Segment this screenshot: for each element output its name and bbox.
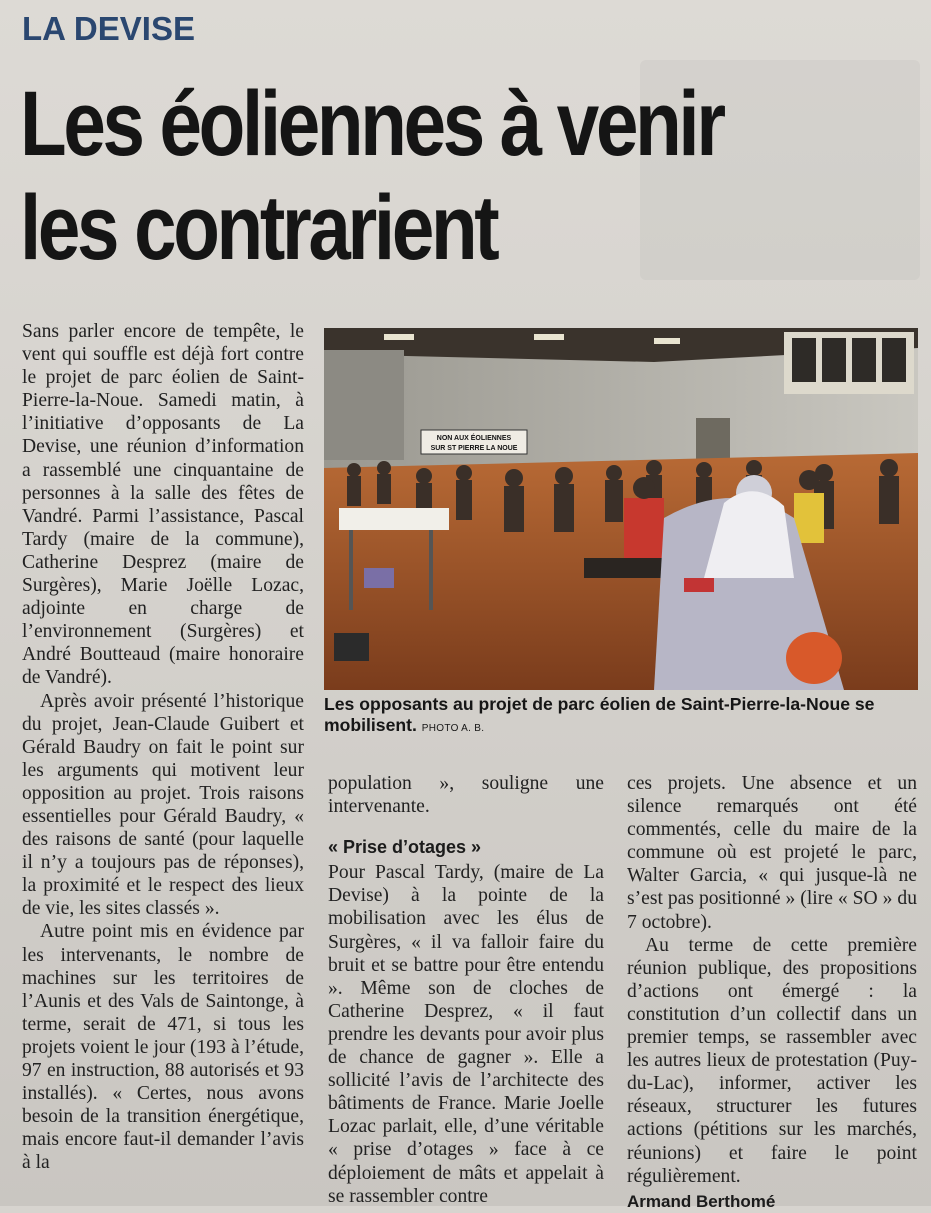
banner-text-2: SUR ST PIERRE LA NOUE bbox=[430, 445, 518, 452]
article-column-1 bbox=[22, 320, 304, 1174]
headline-line-1: Les éoliennes à venir bbox=[20, 73, 723, 175]
meeting-hall-illustration bbox=[324, 328, 918, 690]
banner-text-1: NON AUX ÉOLIENNES bbox=[436, 435, 512, 442]
paragraph: Autre point mis en évidence par les intervenants, le nombre de machines sur les territoires de l’Aunis et des Vals de Saintonge, à terme, serait de 471, si tous les projets voient le jour (193 à l’étude, 97 en instruction, 88 autorisés et 93 installés). « Certes, nous avons besoin de la transition énergétique, mais encore faut-il demander l’avis à la bbox=[22, 921, 304, 1174]
paragraph: ces projets. Une absence et un silence remarqués ont été commentés, celle du maire de la commune où est projeté le parc, Walter Garcia, « qui jusque-là ne s’est pas positionné » (lire « SO » du 7 octobre). bbox=[627, 773, 917, 933]
photo-credit: PHOTO A. B. bbox=[421, 723, 485, 734]
paragraph: Après avoir présenté l’historique du projet, Jean-Claude Guibert et Gérald Baudry on fait le point sur les arguments qui motivent leur opposition au projet. Trois raisons essentielles pour Gérald Baudry, « des raisons de santé (pour laquelle il n’y a toujours pas de réponses), la proximité et le respect des lieux de vie, les sites classés ». bbox=[22, 690, 304, 920]
headline bbox=[20, 72, 767, 280]
article-column-2 bbox=[328, 772, 604, 1208]
photo-caption bbox=[324, 694, 918, 739]
paragraph: population », souligne une intervenante. bbox=[328, 773, 604, 818]
section-label: LA DEVISE bbox=[22, 10, 195, 47]
article-column-3 bbox=[627, 772, 917, 1213]
headline-line-2: les contrarient bbox=[20, 177, 497, 279]
paragraph: Sans parler encore de tempête, le vent qui souffle est déjà fort contre le projet de parc éolien de Saint-Pierre-la-Noue. Samedi matin, à l’initiative d’opposants de La Devise, une réunion d’information a rassemblé une cinquantaine de personnes à la salle des fêtes de Vandré. Parmi l’assistance, Pascal Tardy (maire de la commune), Catherine Desprez (maire de Surgères), Marie Joëlle Lozac, adjointe en charge de l’environnement (Surgères) et André Boutteaud (maire honoraire de Vandré). bbox=[22, 321, 304, 689]
caption-text: Les opposants au projet de parc éolien de Saint-Pierre-la-Noue se mobilisent. bbox=[324, 694, 875, 735]
subheading: « Prise d’otages » bbox=[328, 837, 482, 858]
author-byline: Armand Berthomé bbox=[627, 1191, 776, 1211]
paragraph: Pour Pascal Tardy, (maire de La Devise) à la pointe de la mobilisation avec les élus de Surgères, « il va falloir faire du bruit et se battre pour être entendu ». Même son de cloches de Catherine Desprez, « il faut prendre les devants pour avoir plus de chance de gagner ». Elle a sollicité l’avis de l’architecte des bâtiments de France. Marie Joelle Lozac parlait, elle, d’une véritable « prise d’otages » face à ce déploiement de mâts et appelait à se rassembler contre bbox=[328, 862, 604, 1207]
paragraph: Au terme de cette première réunion publique, des propositions d’actions ont émergé : la constitution d’un collectif dans un premier temps, se rassembler avec les autres lieux de protestation (Puy-du-Lac), informer, activer les réseaux, structurer les futures actions (pétitions sur les marchés, réunions) et faire le point régulièrement. bbox=[627, 934, 917, 1187]
meeting-photo bbox=[324, 328, 918, 690]
